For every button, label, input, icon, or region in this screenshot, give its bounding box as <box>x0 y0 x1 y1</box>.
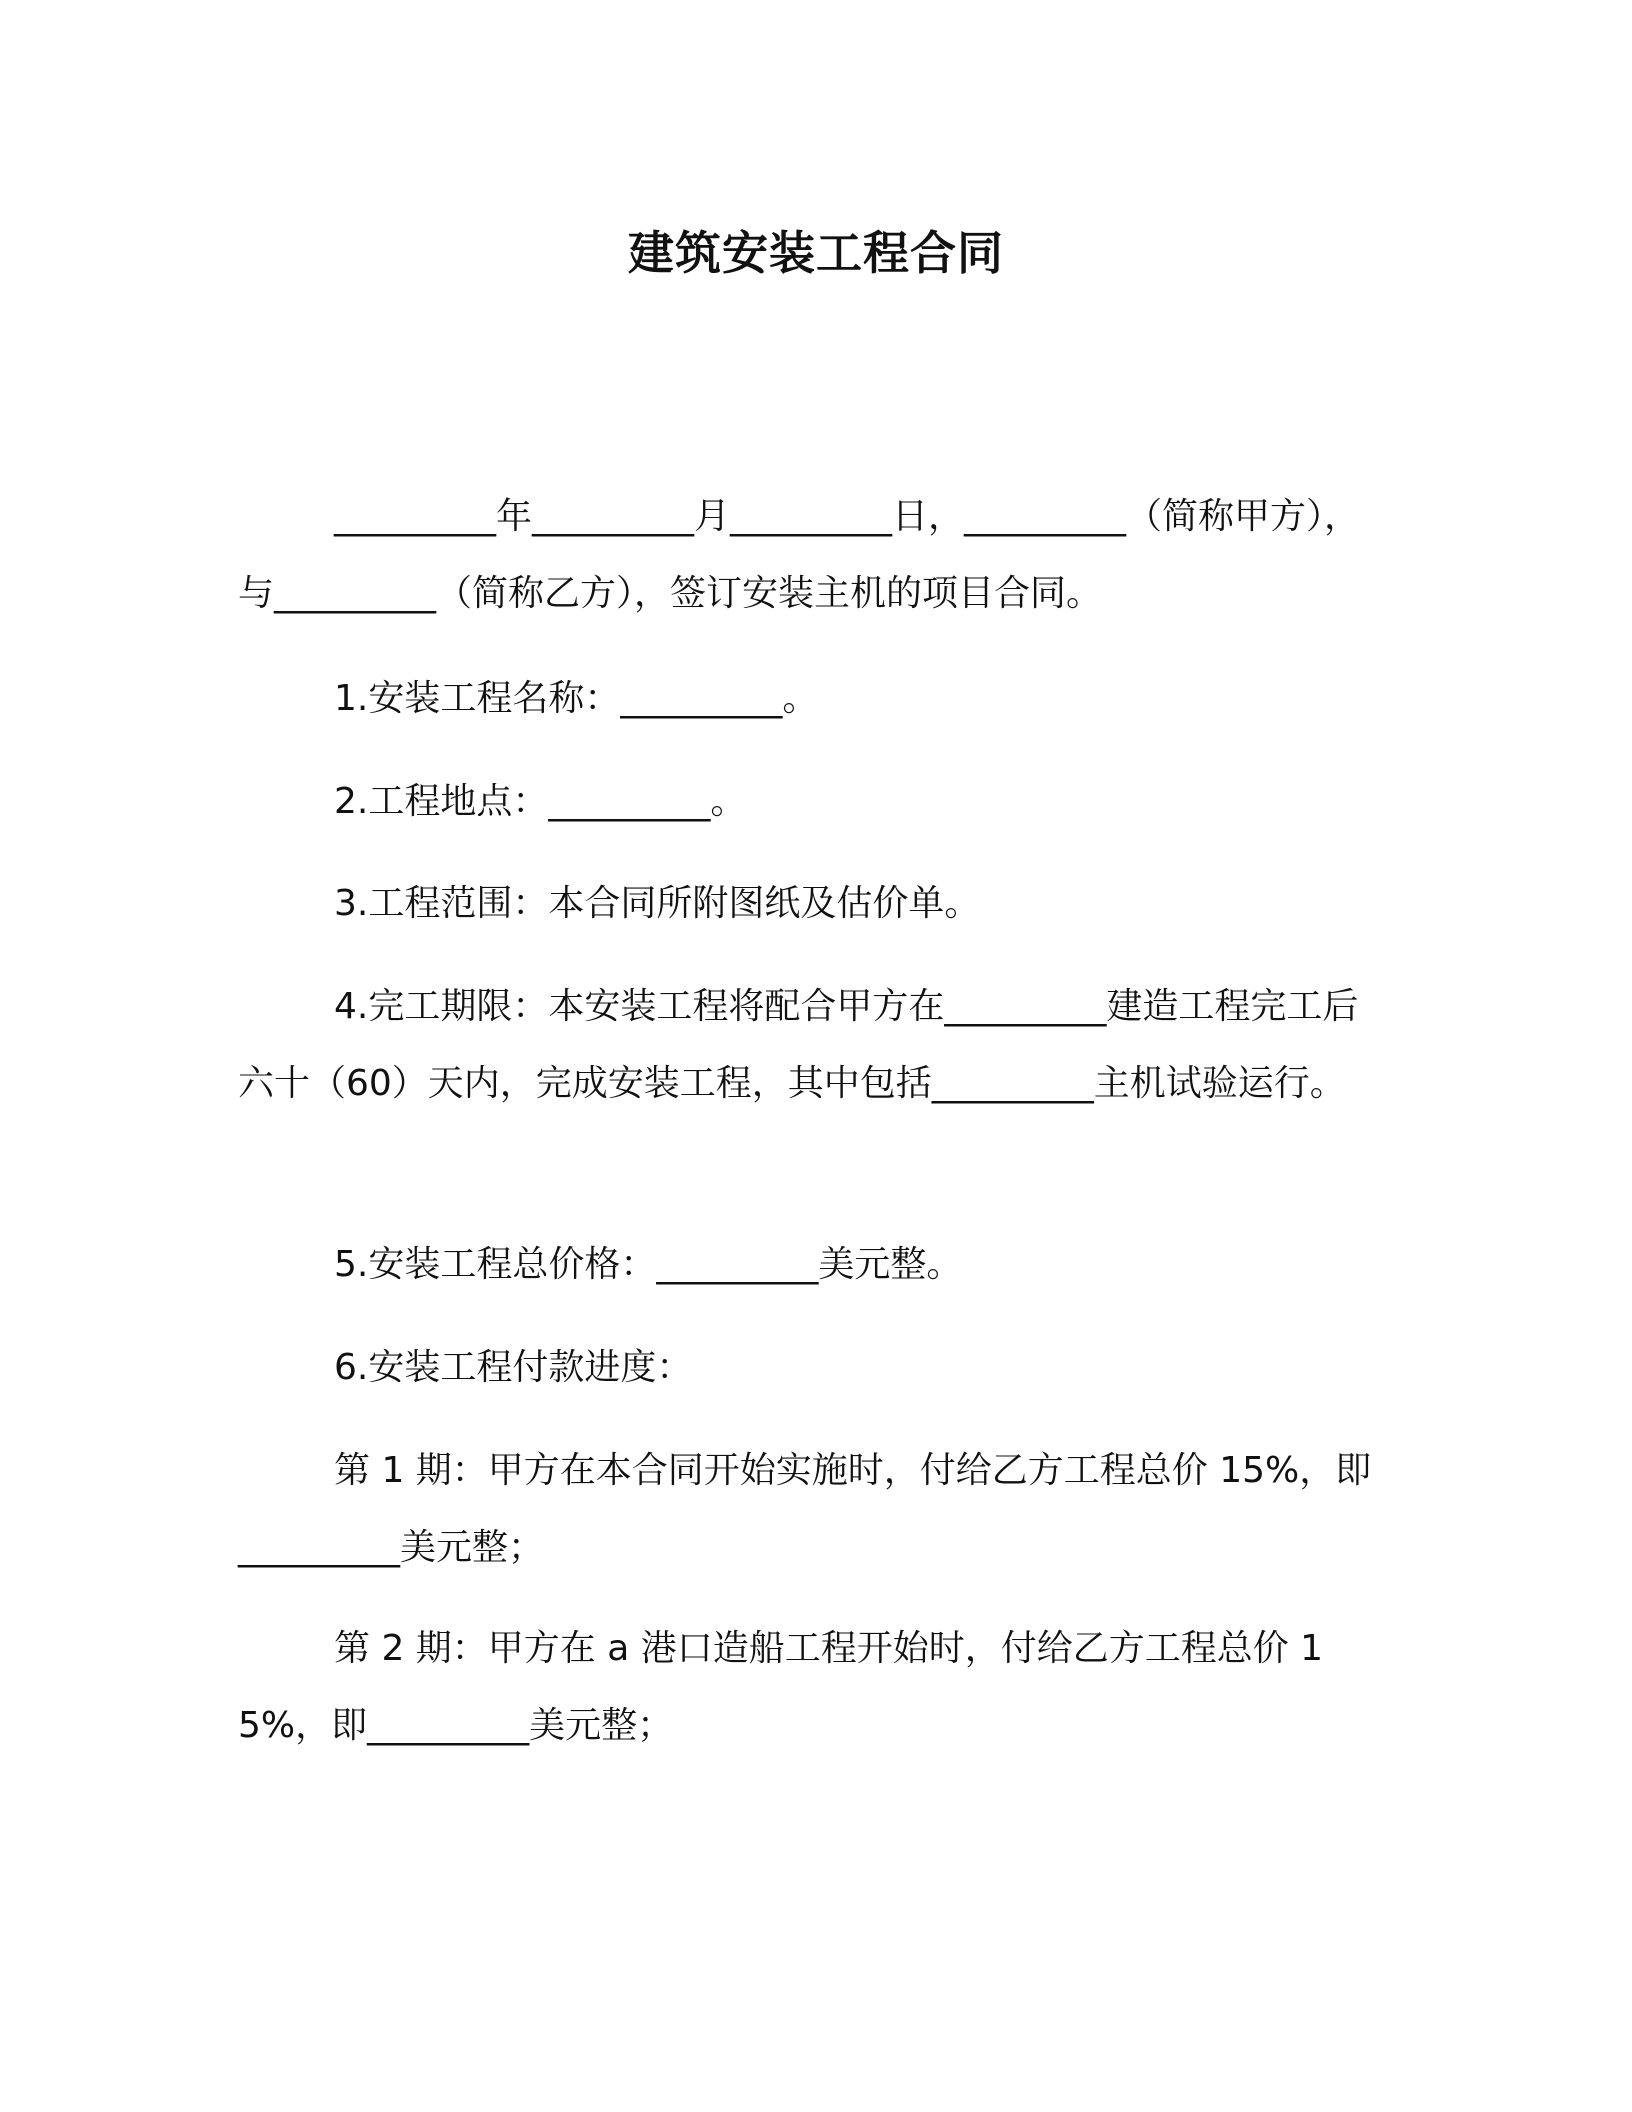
contract-intro-paragraph: _________年_________月_________日，_________（简称甲方），与_________（简称乙方），签订安装主机的项目合同。 <box>238 496 1361 614</box>
document-title: 建筑安装工程合同 <box>628 226 1004 280</box>
clause-project-scope: 3.工程范围：本合同所附图纸及估价单。 <box>334 883 981 924</box>
clause-payment-schedule: 6.安装工程付款进度： <box>334 1347 693 1388</box>
clause-project-name: 1.安装工程名称：_________。 <box>334 678 819 719</box>
clause-total-price: 5.安装工程总价格：_________美元整。 <box>334 1244 963 1285</box>
payment-installment-2: 第 2 期：甲方在 a 港口造船工程开始时，付给乙方工程总价 15%，即_________美元整； <box>238 1628 1324 1746</box>
clause-completion-deadline: 4.完工期限：本安装工程将配合甲方在_________建造工程完工后六十（60）天内，完成安装工程，其中包括_________主机试验运行。 <box>238 986 1359 1104</box>
clause-project-location: 2.工程地点：_________。 <box>334 781 747 822</box>
payment-installment-1: 第 1 期：甲方在本合同开始实施时，付给乙方工程总价 15%，即_________美元整； <box>238 1450 1372 1568</box>
